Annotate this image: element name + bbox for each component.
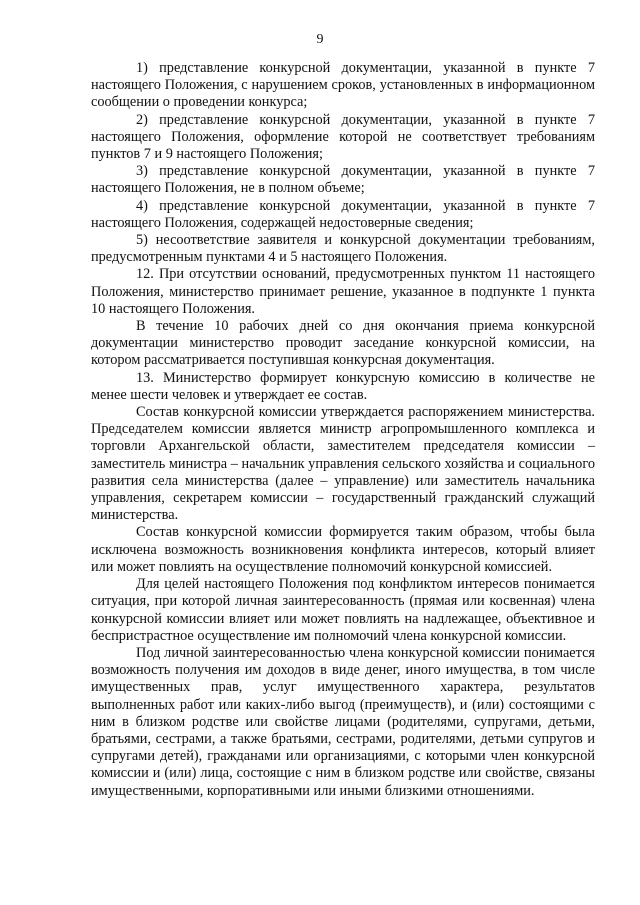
paragraph-item-5: 5) несоответствие заявителя и конкурсной документации требованиям, предусмотренным пунктами 4 и 5 настоящего Положения. xyxy=(91,232,595,266)
paragraph-commission-meeting: В течение 10 рабочих дней со дня окончания приема конкурсной документации министерство проводит заседание конкурсной комиссии, на котором рассматривается поступившая конкурсная документация. xyxy=(91,318,595,369)
paragraph-item-2: 2) представление конкурсной документации, указанной в пункте 7 настоящего Положения, оформление которой не соответствует требованиям пунктов 7 и 9 настоящего Положения; xyxy=(91,111,595,163)
paragraph-conflict-definition: Для целей настоящего Положения под конфликтом интересов понимается ситуация, при которой личная заинтересованность (прямая или косвенная) члена конкурсной комиссии влияет или может повлиять на надлежащее, объективное и беспристрастное осуществление им полномочий члена конкурсной комиссии. xyxy=(91,576,595,644)
paragraph-clause-12: 12. При отсутствии оснований, предусмотренных пунктом 11 настоящего Положения, министерство принимает решение, указанное в подпункте 1 пункта 10 настоящего Положения. xyxy=(91,266,595,317)
paragraph-personal-interest: Под личной заинтересованностью члена конкурсной комиссии понимается возможность получения им доходов в виде денег, иного имущества, в том числе имущественных прав, услуг имущественного характера, результатов выполненных работ или каких-либо выгод (преимуществ), и (или) состоящими с ним в близком родстве или свойстве лицами (родителями, супругами, детьми, братьями, сестрами, а также братьями, сестрами, родителями, детьми супругов и супругами детей), гражданами или организациями, с которыми член конкурсной комиссии и (или) лица, состоящие с ним в близком родстве или свойстве, связаны имущественными, корпоративными или иными близкими отношениями. xyxy=(91,644,595,799)
paragraph-item-4: 4) представление конкурсной документации, указанной в пункте 7 настоящего Положения, содержащей недостоверные сведения; xyxy=(91,197,595,231)
paragraph-clause-13: 13. Министерство формирует конкурсную комиссию в количестве не менее шести человек и утверждает ее состав. xyxy=(91,369,595,403)
page-number: 9 xyxy=(316,32,324,47)
paragraph-item-3: 3) представление конкурсной документации, указанной в пункте 7 настоящего Положения, не в полном объеме; xyxy=(91,163,595,197)
paragraph-item-1: 1) представление конкурсной документации, указанной в пункте 7 настоящего Положения, с нарушением сроков, установленных в информационном сообщении о проведении конкурса; xyxy=(91,60,595,111)
document-body xyxy=(91,60,595,800)
paragraph-commission-composition: Состав конкурсной комиссии утверждается распоряжением министерства. Председателем комиссии является министр агропромышленного комплекса и торговли Архангельской области, заместителем председателя комиссии – заместитель министра – начальник управления сельского хозяйства и социального развития села министерства (далее – управление) или заместитель начальника управления, секретарем комиссии – государственный гражданский служащий министерства. xyxy=(91,404,595,524)
paragraph-conflict-exclusion: Состав конкурсной комиссии формируется таким образом, чтобы была исключена возможность возникновения конфликта интересов, который влияет или может повлиять на осуществление полномочий конкурсной комиссией. xyxy=(91,524,595,575)
